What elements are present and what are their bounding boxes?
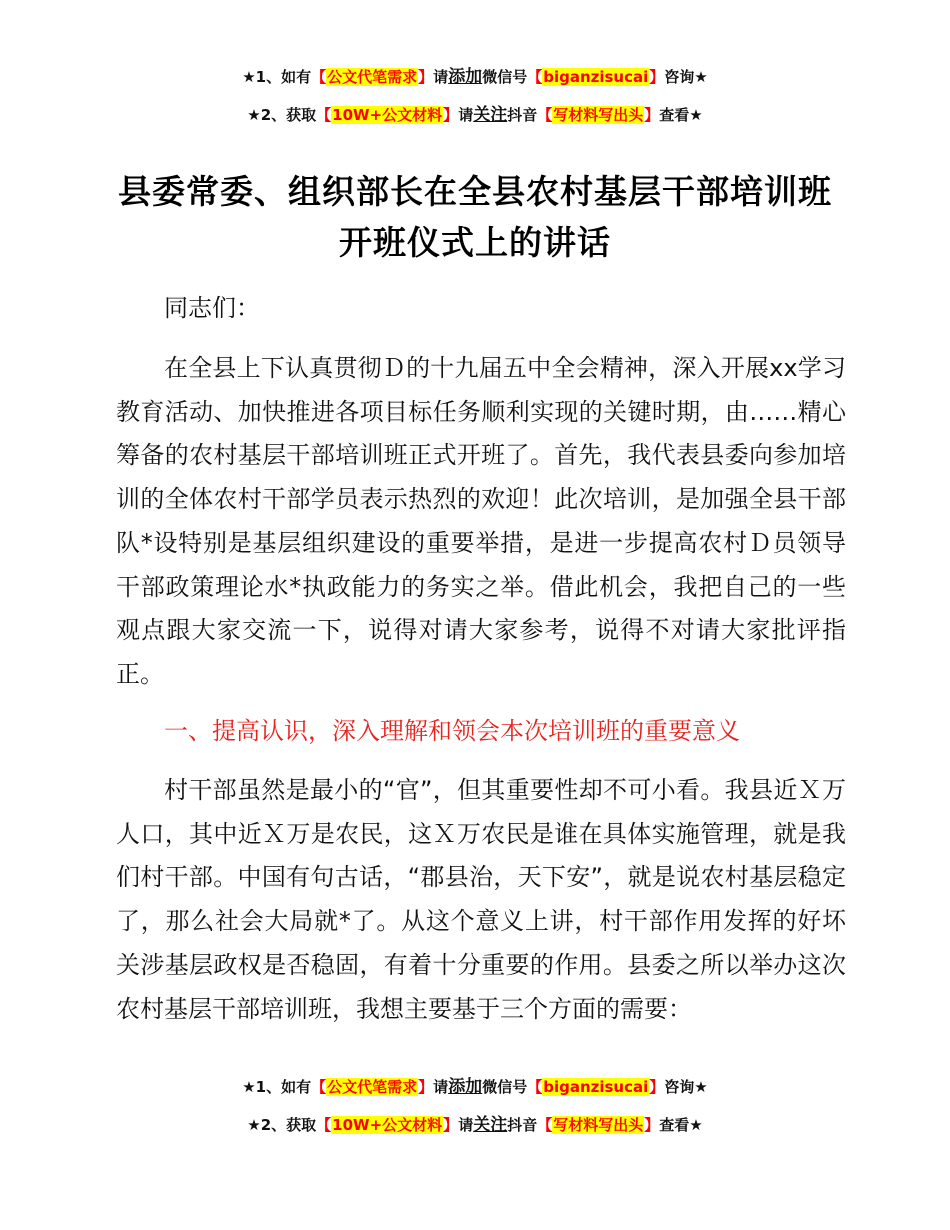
bracket: 【: [527, 1078, 543, 1096]
promo-banner-bottom-line2: [0, 1114, 950, 1136]
bracket: 】: [443, 106, 459, 124]
underlined-action: 添加: [448, 67, 483, 87]
banner-text: 请: [433, 1078, 449, 1096]
banner-text: ★1、如有: [242, 1078, 312, 1096]
banner-text: 抖音: [507, 1116, 538, 1134]
bracket: 】: [649, 68, 665, 86]
promo-banner-top-line2: [0, 104, 950, 126]
promo-banner-bottom-line1: [0, 1076, 950, 1098]
bracket: 】: [418, 68, 434, 86]
banner-text: 微信号: [482, 1078, 528, 1096]
bracket: 【: [537, 106, 553, 124]
highlight-wechat-id: biganzisucai: [543, 68, 649, 86]
document-title-line1: 县委常委、组织部长在全县农村基层干部培训班: [118, 172, 832, 211]
banner-text: ★2、获取: [247, 106, 317, 124]
underlined-action: 关注: [473, 105, 508, 125]
banner-text: 请: [433, 68, 449, 86]
highlight-douyin-account: 写材料写出头: [553, 1116, 644, 1134]
bracket: 【: [316, 106, 332, 124]
highlight-service: 公文代笔需求: [327, 68, 418, 86]
salutation: 同志们：: [164, 294, 260, 322]
banner-text: 请: [458, 1116, 474, 1134]
body-paragraph-1: 在全县上下认真贯彻Ｄ的十九届五中全会精神，深入开展xx学习教育活动、加快推进各项目标任务顺利实现的关键时期，由……精心筹备的农村基层干部培训班正式开班了。首先，我代表县委向参加培训的全体农村干部学员表示热烈的欢迎！此次培训，是加强全县干部队*设特别是基层组织建设的重要举措，是进一步提高农村Ｄ员领导干部政策理论水*执政能力的务实之举。借此机会，我把自己的一些观点跟大家交流一下，说得对请大家参考，说得不对请大家批评指正。: [116, 354, 846, 688]
highlight-materials: 10W+公文材料: [332, 106, 443, 124]
underlined-action: 关注: [473, 1115, 508, 1135]
bracket: 【: [537, 1116, 553, 1134]
section-heading-1: 一、提高认识，深入理解和领会本次培训班的重要意义: [164, 717, 740, 745]
highlight-materials: 10W+公文材料: [332, 1116, 443, 1134]
banner-text: ★1、如有: [242, 68, 312, 86]
bracket: 】: [418, 1078, 434, 1096]
highlight-service: 公文代笔需求: [327, 1078, 418, 1096]
document-title-line2: 开班仪式上的讲话: [339, 223, 611, 262]
banner-text: 微信号: [482, 68, 528, 86]
promo-banner-top-line1: [0, 66, 950, 88]
bracket: 【: [311, 1078, 327, 1096]
highlight-douyin-account: 写材料写出头: [553, 106, 644, 124]
highlight-wechat-id: biganzisucai: [543, 1078, 649, 1096]
bracket: 】: [644, 106, 660, 124]
banner-text: 查看★: [659, 106, 703, 124]
bracket: 】: [644, 1116, 660, 1134]
bracket: 】: [443, 1116, 459, 1134]
body-paragraph-2: 村干部虽然是最小的“官”，但其重要性却不可小看。我县近Ｘ万人口，其中近Ｘ万是农民，这Ｘ万农民是谁在具体实施管理，就是我们村干部。中国有句古话，“郡县治，天下安”，就是说农村基层稳定了，那么社会大局就*了。从这个意义上讲，村干部作用发挥的好坏关涉基层政权是否稳固，有着十分重要的作用。县委之所以举办这次农村基层干部培训班，我想主要基于三个方面的需要：: [116, 776, 846, 1023]
bracket: 【: [527, 68, 543, 86]
bracket: 】: [649, 1078, 665, 1096]
banner-text: 咨询★: [664, 1078, 708, 1096]
banner-text: 查看★: [659, 1116, 703, 1134]
banner-text: ★2、获取: [247, 1116, 317, 1134]
underlined-action: 添加: [448, 1077, 483, 1097]
banner-text: 抖音: [507, 106, 538, 124]
bracket: 【: [311, 68, 327, 86]
banner-text: 请: [458, 106, 474, 124]
bracket: 【: [316, 1116, 332, 1134]
banner-text: 咨询★: [664, 68, 708, 86]
